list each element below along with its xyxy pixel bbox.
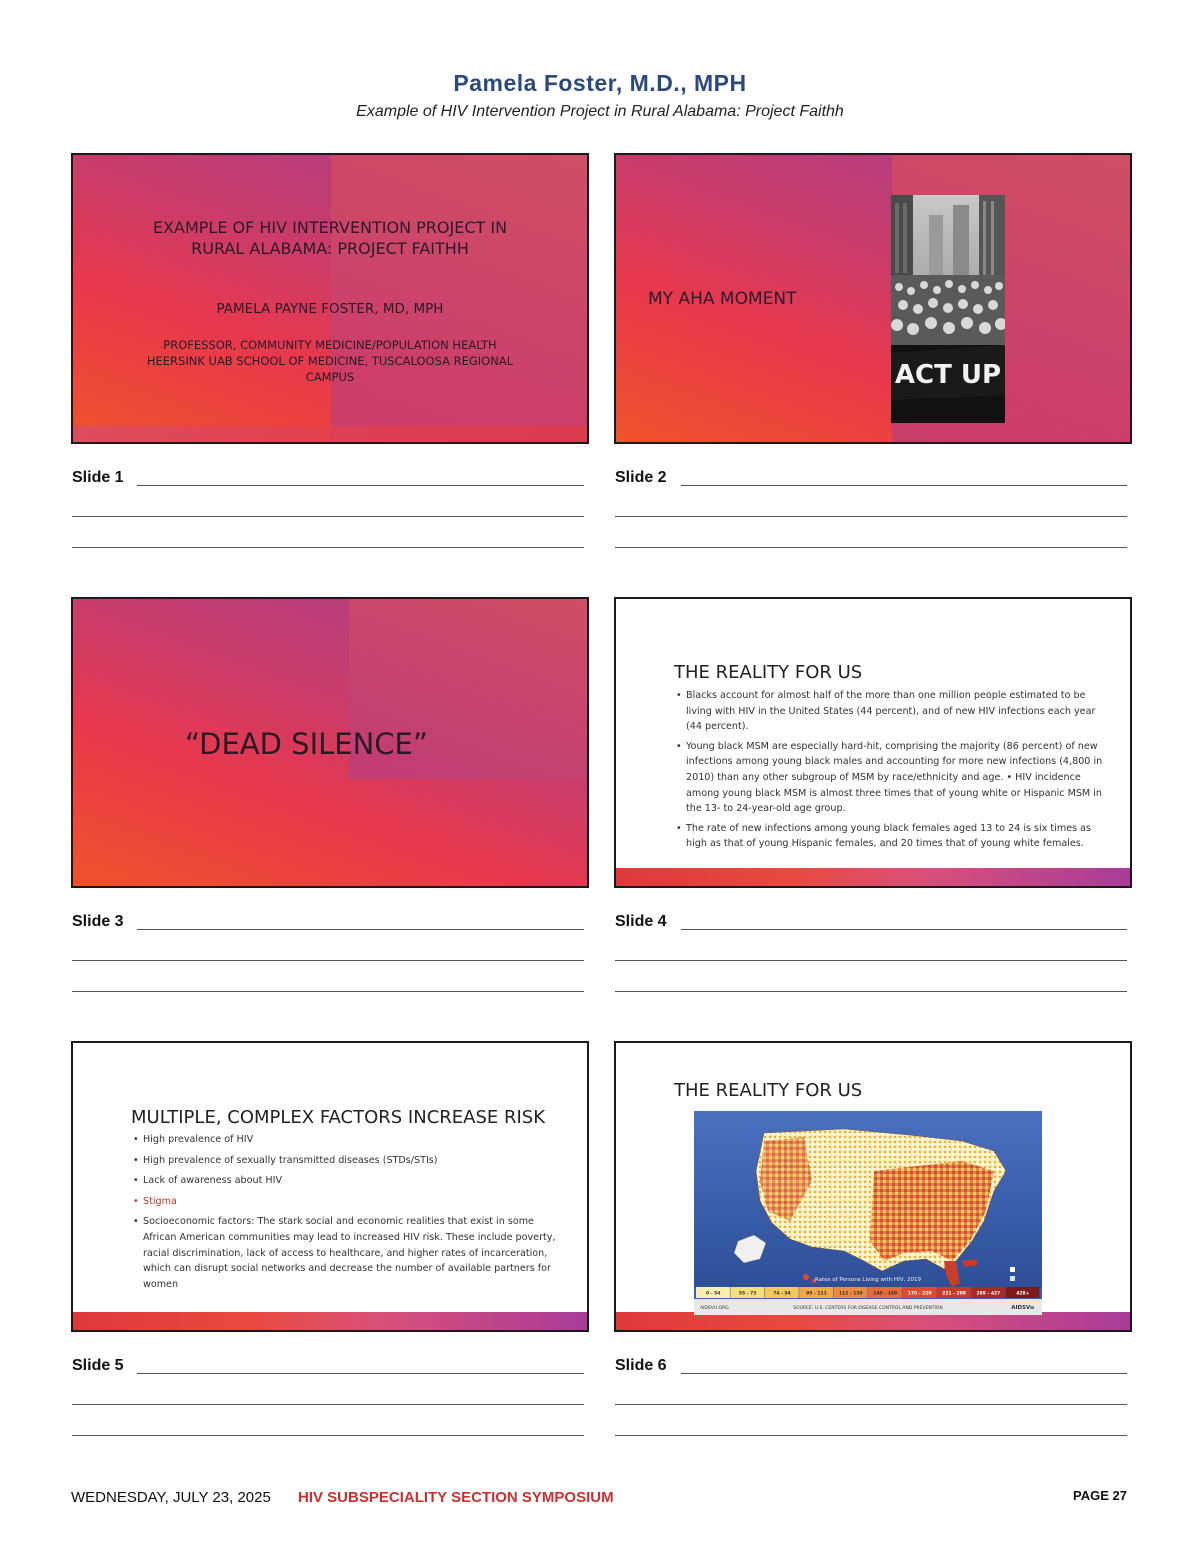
note-line [72,1435,584,1436]
list-item: • High prevalence of sexually transmitted diseases (STDs/STIs) [133,1153,565,1169]
note-line [615,547,1127,548]
slide-4-bullet-list [676,688,1108,852]
list-item: • High prevalence of HIV [133,1132,565,1148]
legend-label: 289 - 427 [976,1291,1001,1297]
list-item: • Blacks account for almost half of the more than one million people estimated to be living with HIV in the United States (44 percent), and of new HIV infections each year (44 percent). [676,688,1108,735]
footer-symposium: HIV SUBSPECIALITY SECTION SYMPOSIUM [298,1489,614,1506]
slide-1-bottom-stripe [73,426,587,442]
slide-2-thumbnail [614,153,1132,444]
note-line [137,1373,584,1374]
svg-text:AIDSVU.ORG: AIDSVU.ORG [700,1306,729,1311]
legend-label: 428+ [1016,1291,1030,1297]
slide-4-title: THE REALITY FOR US [674,662,863,683]
hiv-rates-map [694,1111,1042,1315]
legend-label: 55 - 73 [738,1291,757,1297]
note-line [72,547,584,548]
list-item: • Socioeconomic factors: The stark social and economic realities that exist in some African American communities may lead to increased HIV risk. These include poverty, racial discrimination, lack of access to healthcare, and higher rates of incarceration, which can disrupt social networks and decrease the number of available partners for women [133,1214,565,1292]
note-line [137,929,584,930]
slide-5-label: Slide 5 [72,1357,124,1374]
slide-5-title: MULTIPLE, COMPLEX FACTORS INCREASE RISK [131,1107,546,1128]
note-line [615,1404,1127,1405]
slide-1-affiliation: PROFESSOR, COMMUNITY MEDICINE/POPULATION HEALTH HEERSINK UAB SCHOOL OF MEDICINE, TUSCALOOSA REGIONAL CAMPUS [146,338,514,384]
legend-label: 221 - 288 [942,1291,966,1297]
legend-label: 170 - 220 [907,1291,932,1297]
slide-3-title: “DEAD SILENCE” [185,727,428,761]
slide-6-title: THE REALITY FOR US [674,1080,863,1101]
note-line [615,516,1127,517]
slide-4-thumbnail [614,597,1132,888]
act-up-photo [891,195,1005,423]
slide-1-presenter: PAMELA PAYNE FOSTER, MD, MPH [216,301,444,317]
note-line [681,485,1127,486]
slide-5-bullet-list [133,1132,565,1292]
svg-text:SOURCE: U.S. CENTERS FOR DISEA: SOURCE: U.S. CENTERS FOR DISEASE CONTROL AND PREVENTION [793,1306,943,1311]
slide-6-thumbnail [614,1041,1132,1332]
note-line [681,1373,1127,1374]
legend-label: 95 - 111 [806,1291,827,1297]
note-line [615,1435,1127,1436]
note-line [615,991,1127,992]
note-line [72,960,584,961]
footer-date: WEDNESDAY, JULY 23, 2025 [71,1489,271,1506]
note-line [72,991,584,992]
slide-1-thumbnail [71,153,589,444]
legend-label: 74 - 94 [773,1291,791,1297]
slide-2-label: Slide 2 [615,469,667,486]
page-number: PAGE 27 [1073,1488,1127,1503]
note-line [72,1404,584,1405]
slide-1-label: Slide 1 [72,469,124,486]
svg-text:ACT UP: ACT UP [894,360,1002,390]
note-line [72,516,584,517]
note-line [137,485,584,486]
list-item: • Young black MSM are especially hard-hit, comprising the majority (86 percent) of new infections among young black males and accounting for more new infections (4,800 in 2010) than any other subgroup of MSM by race/ethnicity and age. • HIV incidence among young black MSM is almost three times that of young white or Hispanic MSM in the 13- to 24-year-old age group. [676,739,1108,817]
slide-1-overlay-panel [331,155,587,442]
crowd-march-image [891,195,1005,423]
slide-5-thumbnail [71,1041,589,1332]
list-item: • The rate of new infections among young black females aged 13 to 24 is six times as high as that of young Hispanic females, and 20 times that of young white females. [676,821,1108,852]
page-title: Pamela Foster, M.D., MPH [453,70,747,96]
us-map-graphic [694,1111,1042,1315]
slide-1-title: EXAMPLE OF HIV INTERVENTION PROJECT IN RURAL ALABAMA: PROJECT FAITHH [152,218,508,258]
note-line [681,929,1127,930]
svg-text:AIDSVu: AIDSVu [1011,1305,1034,1311]
legend-label: 140 - 169 [873,1291,898,1297]
slide-5-bottom-bar [73,1312,587,1330]
slide-6-label: Slide 6 [615,1357,667,1374]
legend-label: 112 - 139 [838,1291,863,1297]
note-line [615,960,1127,961]
list-item-stigma: • Stigma [133,1194,565,1210]
svg-text:Rates of Persons Living with H: Rates of Persons Living with HIV, 2019 [815,1277,921,1283]
legend-label: 0 - 54 [705,1291,721,1297]
list-item: • Lack of awareness about HIV [133,1173,565,1189]
slide-3-label: Slide 3 [72,913,124,930]
page-subtitle: Example of HIV Intervention Project in Rural Alabama: Project Faithh [356,103,844,120]
slide-3-thumbnail [71,597,589,888]
slide-4-bottom-bar [616,868,1130,886]
slide-4-label: Slide 4 [615,913,667,930]
slide-2-title: MY AHA MOMENT [648,289,797,309]
